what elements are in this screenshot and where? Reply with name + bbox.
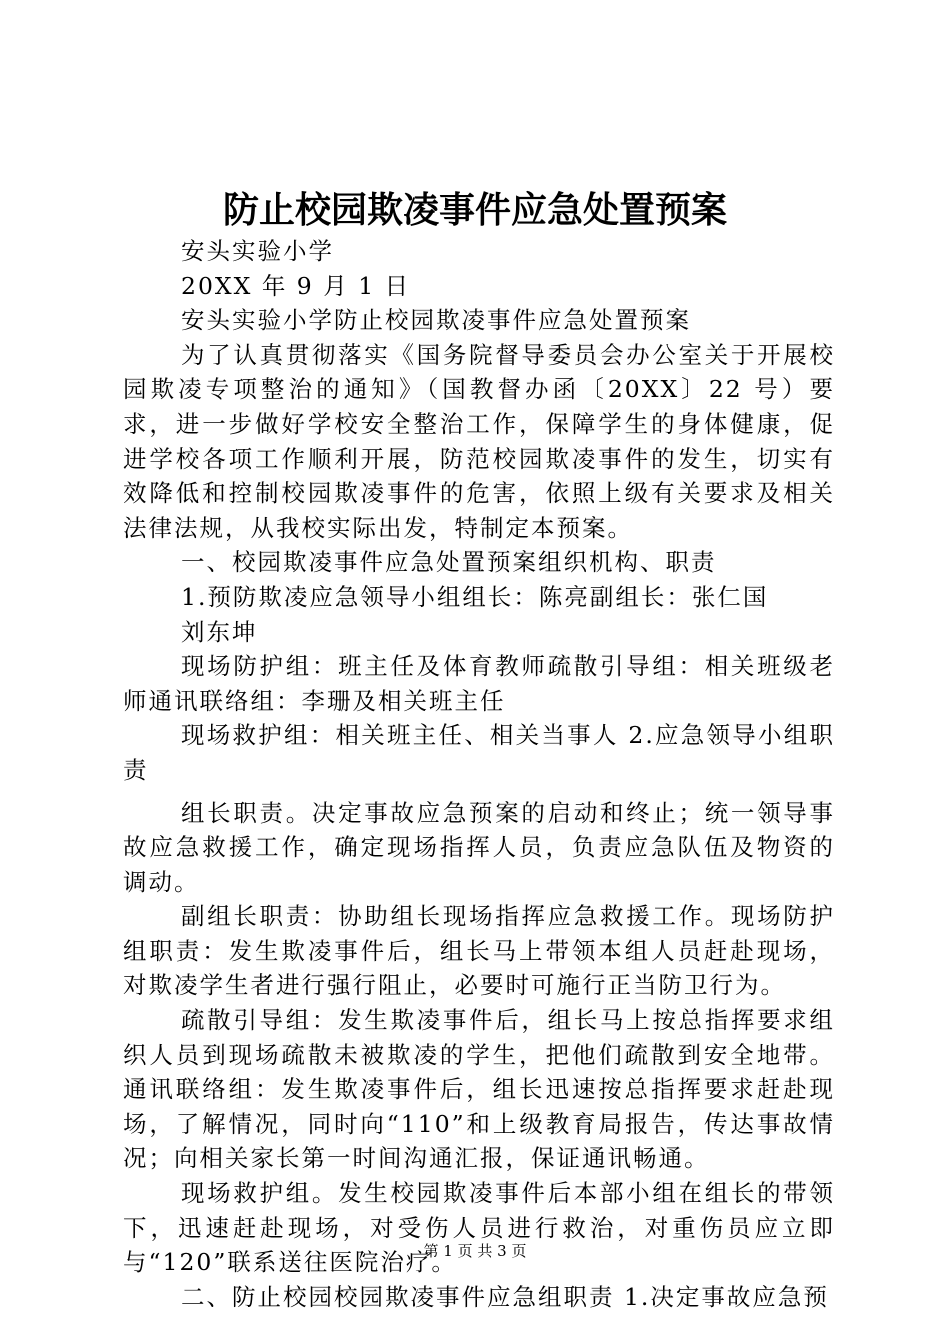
paragraph-evacuation-duties: 疏散引导组：发生欺凌事件后，组长马上按总指挥要求组织人员到现场疏散未被欺凌的学生，把他们疏散到安全地带。通讯联络组：发生欺凌事件后，组长迅速按总指挥要求赶赴现场，了解情况，同时向“110”和上级教育局报告，传达事故情况；向相关家长第一时间沟通汇报，保证通讯畅通。	[123, 1006, 835, 1173]
page-footer: 第 1 页 共 3 页	[423, 1242, 527, 1260]
document-title: 防止校园欺凌事件应急处置预案	[222, 189, 727, 231]
document-body	[123, 234, 835, 1314]
paragraph-leadership-group: 1.预防欺凌应急领导小组组长：陈亮副组长：张仁国	[181, 582, 769, 611]
paragraph-school-name: 安头实验小学	[181, 237, 334, 265]
paragraph-subtitle: 安头实验小学防止校园欺凌事件应急处置预案	[181, 306, 691, 335]
paragraph-deputy-name: 刘东坤	[181, 617, 258, 646]
paragraph-rescue-group: 现场救护组：相关班主任、相关当事人 2.应急领导小组职责	[123, 721, 835, 784]
paragraph-section-2-heading: 二、防止校园校园欺凌事件应急组职责 1.决定事故应急预	[181, 1282, 829, 1311]
paragraph-rescue-duties: 现场救护组。发生校园欺凌事件后本部小组在组长的带领下，迅速赶赴现场，对受伤人员进行救治，对重伤员应立即与“120”联系送往医院治疗。	[123, 1179, 835, 1277]
paragraph-intro: 为了认真贯彻落实《国务院督导委员会办公室关于开展校园欺凌专项整治的通知》（国教督办函〔20XX〕22 号）要求，进一步做好学校安全整治工作，保障学生的身体健康，促进学校各项工作顺利开展，防范校园欺凌事件的发生，切实有效降低和控制校园欺凌事件的危害，依照上级有关要求及相关法律法规，从我校实际出发，特制定本预案。	[123, 340, 835, 542]
paragraph-section-1-heading: 一、校园欺凌事件应急处置预案组织机构、职责	[181, 548, 717, 577]
paragraph-date: 20XX 年 9 月 1 日	[181, 271, 411, 300]
paragraph-deputy-duties: 副组长职责：协助组长现场指挥应急救援工作。现场防护组职责：发生欺凌事件后，组长马上带领本组人员赶赴现场，对欺凌学生者进行强行阻止，必要时可施行正当防卫行为。	[123, 902, 835, 1000]
paragraph-groups: 现场防护组：班主任及体育教师疏散引导组：相关班级老师通讯联络组：李珊及相关班主任	[123, 652, 835, 715]
paragraph-leader-duties: 组长职责。决定事故应急预案的启动和终止；统一领导事故应急救援工作，确定现场指挥人员，负责应急队伍及物资的调动。	[123, 798, 835, 896]
